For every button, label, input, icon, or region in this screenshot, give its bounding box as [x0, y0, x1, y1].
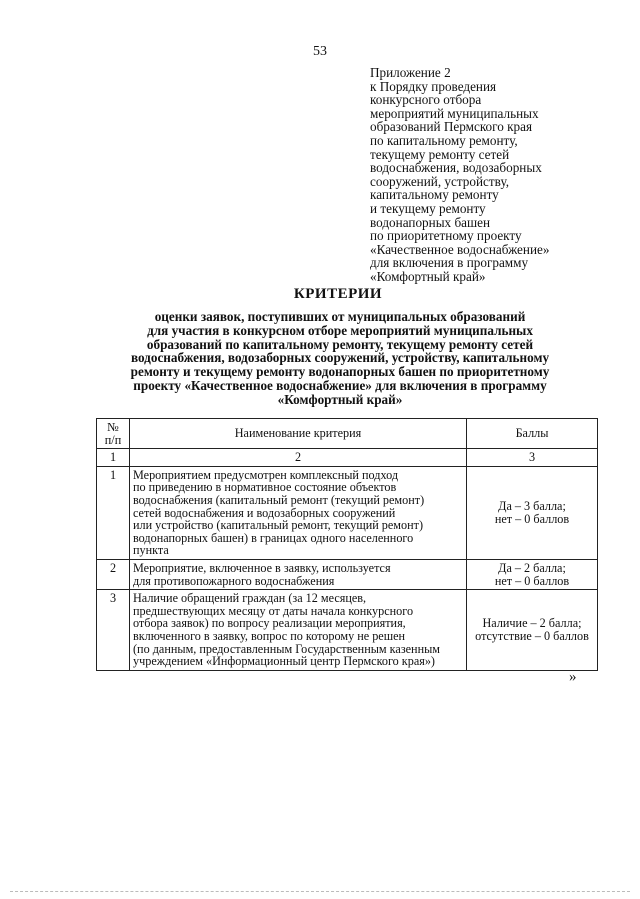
- appendix-line: сооружений, устройству,: [370, 173, 510, 189]
- row-number: 3: [97, 590, 130, 671]
- criterion-line: по приведению в нормативное состояние объектов: [133, 480, 397, 495]
- appendix-line: образований Пермского края: [370, 119, 533, 135]
- appendix-reference: [370, 66, 630, 284]
- criterion-line: водонапорных башен) в границах одного населенного: [133, 530, 414, 545]
- header-number-line: №: [107, 420, 119, 434]
- table-row: [97, 559, 598, 589]
- score-line: нет – 0 баллов: [494, 573, 570, 588]
- header-score: Баллы: [467, 419, 598, 449]
- subtitle-line: для участия в конкурсном отборе мероприятий муниципальных: [147, 322, 533, 338]
- subtitle-line: оценки заявок, поступивших от муниципальных образований: [154, 309, 526, 324]
- row-number: 1: [97, 466, 130, 559]
- appendix-line: «Комфортный край»: [370, 268, 486, 284]
- appendix-line: Приложение 2: [370, 65, 451, 80]
- subtitle-line: образований по капитальному ремонту, текущему ремонту сетей: [146, 336, 534, 352]
- document-title: КРИТЕРИИ: [293, 286, 383, 302]
- document-subtitle: [90, 310, 590, 407]
- index-cell: 1: [97, 449, 130, 467]
- criterion-text: [130, 590, 467, 671]
- appendix-line: конкурсного отбора: [370, 92, 482, 108]
- score-line: отсутствие – 0 баллов: [475, 628, 589, 643]
- appendix-line: водоснабжения, водозаборных: [370, 160, 542, 176]
- appendix-line: по капитальному ремонту,: [370, 132, 518, 148]
- criterion-line: сетей водоснабжения и водозаборных сооружений: [133, 505, 396, 520]
- subtitle-line: проекту «Качественное водоснабжение» для включения в программу: [133, 377, 547, 393]
- table-row: [97, 466, 598, 559]
- criterion-text: [130, 466, 467, 559]
- appendix-line: «Качественное водоснабжение»: [370, 241, 550, 257]
- table-header-row: [97, 419, 598, 449]
- appendix-line: для включения в программу: [370, 255, 529, 271]
- criterion-line: для противопожарного водоснабжения: [133, 573, 335, 588]
- score-text: [467, 466, 598, 559]
- header-number: [97, 419, 130, 449]
- criterion-line: включенного в заявку, вопрос по которому не решен: [133, 628, 406, 643]
- criterion-text: [130, 559, 467, 589]
- subtitle-line: водоснабжения, водозаборных сооружений, устройству, капитальному: [130, 350, 550, 366]
- header-criterion-name: Наименование критерия: [130, 419, 467, 449]
- criterion-line: Наличие обращений граждан (за 12 месяцев,: [133, 591, 367, 606]
- criterion-line: водоснабжения (капитальный ремонт (текущий ремонт): [133, 492, 425, 507]
- appendix-line: мероприятий муниципальных: [370, 105, 539, 121]
- subtitle-line: «Комфортный край»: [277, 391, 403, 407]
- criterion-line: пункта: [133, 543, 169, 558]
- appendix-line: по приоритетному проекту: [370, 228, 522, 244]
- criterion-line: учреждением «Информационный центр Пермского края»): [133, 654, 435, 669]
- appendix-line: к Порядку проведения: [370, 78, 497, 94]
- appendix-line: водонапорных башен: [370, 214, 491, 230]
- appendix-line: текущему ремонту сетей: [370, 146, 510, 162]
- criterion-line: или устройство (капитальный ремонт, текущий ремонт): [133, 518, 424, 533]
- table-index-row: [97, 449, 598, 467]
- score-line: Да – 3 балла;: [498, 499, 566, 514]
- score-line: Да – 2 балла;: [498, 560, 566, 575]
- page-bottom-rule: [10, 891, 630, 892]
- score-text: [467, 590, 598, 671]
- criterion-line: предшествующих месяцу от даты начала конкурсного: [133, 603, 414, 618]
- index-cell: 3: [467, 449, 598, 467]
- score-line: Наличие – 2 балла;: [482, 616, 582, 631]
- closing-quote: »: [569, 669, 577, 685]
- appendix-line: капитальному ремонту: [370, 187, 499, 203]
- criterion-line: (по данным, предоставленным Государственным казенным: [133, 641, 440, 656]
- page-number: 53: [313, 44, 327, 59]
- criterion-line: отбора заявок) по вопросу реализации мероприятия,: [133, 616, 406, 631]
- criteria-table: [96, 418, 598, 671]
- header-number-line: п/п: [104, 432, 122, 447]
- row-number: 2: [97, 559, 130, 589]
- table-row: [97, 590, 598, 671]
- criterion-line: Мероприятием предусмотрен комплексный подход: [133, 467, 399, 482]
- appendix-line: и текущему ремонту: [370, 200, 486, 216]
- subtitle-line: ремонту и текущему ремонту водонапорных башен по приоритетному: [130, 364, 550, 380]
- criterion-line: Мероприятие, включенное в заявку, используется: [133, 560, 391, 575]
- index-cell: 2: [130, 449, 467, 467]
- score-line: нет – 0 баллов: [494, 511, 570, 526]
- score-text: [467, 559, 598, 589]
